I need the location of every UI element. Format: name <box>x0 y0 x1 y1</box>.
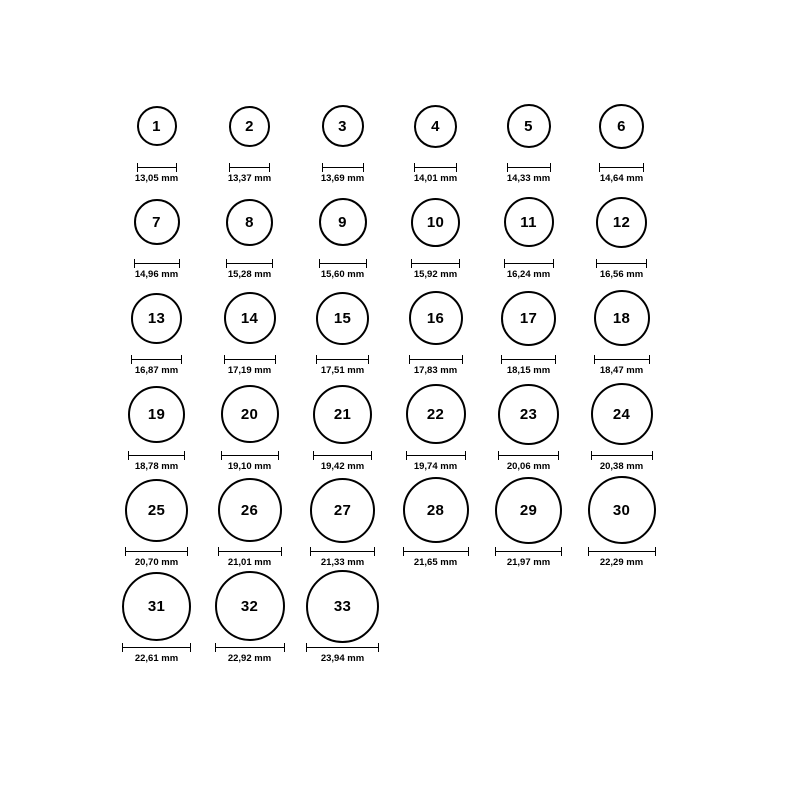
diameter-label: 22,92 mm <box>227 653 272 664</box>
caliper-icon <box>322 163 364 171</box>
ring-size-cell[interactable] <box>203 570 296 664</box>
diameter-label: 23,94 mm <box>320 653 365 664</box>
ring-circle-icon <box>414 105 457 148</box>
diameter-measure <box>507 163 551 184</box>
diameter-label: 21,65 mm <box>413 557 458 568</box>
ring-circle-wrap <box>507 90 551 162</box>
diameter-label: 22,29 mm <box>599 557 644 568</box>
ring-size-cell[interactable] <box>110 570 203 664</box>
diameter-label: 20,06 mm <box>506 461 551 472</box>
ring-size-cell[interactable] <box>203 378 296 472</box>
ring-circle-icon <box>313 385 372 444</box>
diameter-measure <box>221 451 279 472</box>
diameter-measure <box>498 451 559 472</box>
ring-size-cell[interactable] <box>296 282 389 376</box>
caliper-icon <box>122 643 191 651</box>
diameter-measure <box>215 643 285 664</box>
ring-size-number: 33 <box>333 597 352 615</box>
ring-size-number: 6 <box>617 117 626 135</box>
ring-circle-icon <box>411 198 460 247</box>
caliper-icon <box>414 163 457 171</box>
ring-circle-wrap <box>229 90 270 162</box>
ring-circle-wrap <box>218 474 282 546</box>
diameter-label: 20,70 mm <box>134 557 179 568</box>
caliper-icon <box>588 547 656 555</box>
ring-circle-wrap <box>599 90 644 162</box>
ring-circle-wrap <box>504 186 554 258</box>
diameter-measure <box>414 163 457 184</box>
ring-circle-icon <box>316 292 369 345</box>
ring-circle-icon <box>306 570 379 643</box>
caliper-icon <box>224 355 276 363</box>
ring-size-cell[interactable] <box>482 90 575 184</box>
ring-circle-icon <box>406 384 466 444</box>
ring-circle-icon <box>498 384 559 445</box>
ring-size-number: 31 <box>147 597 166 615</box>
ring-size-number: 7 <box>152 213 161 231</box>
ring-circle-wrap <box>414 90 457 162</box>
ring-circle-icon <box>128 386 185 443</box>
ring-size-cell[interactable] <box>296 474 389 568</box>
ring-size-cell[interactable] <box>203 282 296 376</box>
ring-size-number: 4 <box>431 117 440 135</box>
ring-size-number: 20 <box>240 405 259 423</box>
ring-size-number: 19 <box>147 405 166 423</box>
ring-circle-wrap <box>498 378 559 450</box>
ring-circle-wrap <box>411 186 460 258</box>
ring-size-cell[interactable] <box>389 186 482 280</box>
ring-size-grid <box>110 90 690 666</box>
diameter-measure <box>409 355 463 376</box>
ring-size-number: 13 <box>147 309 166 327</box>
ring-circle-wrap <box>224 282 276 354</box>
ring-circle-icon <box>501 291 556 346</box>
ring-size-cell[interactable] <box>110 474 203 568</box>
diameter-label: 18,78 mm <box>134 461 179 472</box>
ring-size-number: 28 <box>426 501 445 519</box>
ring-size-number: 16 <box>426 309 445 327</box>
diameter-measure <box>224 355 276 376</box>
caliper-icon <box>226 259 273 267</box>
ring-size-number: 10 <box>426 213 445 231</box>
diameter-measure <box>218 547 282 568</box>
ring-circle-wrap <box>322 90 364 162</box>
ring-size-number: 29 <box>519 501 538 519</box>
caliper-icon <box>406 451 466 459</box>
ring-size-number: 1 <box>152 117 161 135</box>
diameter-label: 13,69 mm <box>320 173 365 184</box>
ring-size-row <box>110 570 690 666</box>
ring-circle-icon <box>224 292 276 344</box>
caliper-icon <box>596 259 647 267</box>
caliper-icon <box>501 355 556 363</box>
ring-circle-wrap <box>403 474 469 546</box>
ring-circle-wrap <box>134 186 180 258</box>
caliper-icon <box>498 451 559 459</box>
caliper-icon <box>229 163 270 171</box>
ring-circle-icon <box>588 476 656 544</box>
ring-size-number: 21 <box>333 405 352 423</box>
ring-size-row <box>110 378 690 474</box>
diameter-label: 21,33 mm <box>320 557 365 568</box>
diameter-measure <box>594 355 650 376</box>
diameter-label: 15,60 mm <box>320 269 365 280</box>
ring-circle-wrap <box>409 282 463 354</box>
ring-circle-icon <box>594 290 650 346</box>
diameter-label: 19,74 mm <box>413 461 458 472</box>
diameter-label: 17,19 mm <box>227 365 272 376</box>
ring-size-number: 2 <box>245 117 254 135</box>
ring-size-cell[interactable] <box>296 90 389 184</box>
ring-circle-icon <box>229 106 270 147</box>
caliper-icon <box>125 547 188 555</box>
caliper-icon <box>599 163 644 171</box>
ring-size-row <box>110 186 690 282</box>
ring-size-cell[interactable] <box>110 90 203 184</box>
ring-size-cell[interactable] <box>389 474 482 568</box>
ring-circle-wrap <box>406 378 466 450</box>
ring-size-number: 27 <box>333 501 352 519</box>
caliper-icon <box>128 451 185 459</box>
diameter-label: 18,47 mm <box>599 365 644 376</box>
diameter-measure <box>128 451 185 472</box>
ring-circle-icon <box>218 478 282 542</box>
ring-circle-icon <box>131 293 182 344</box>
ring-size-cell[interactable] <box>110 282 203 376</box>
diameter-label: 21,01 mm <box>227 557 272 568</box>
caliper-icon <box>594 355 650 363</box>
diameter-measure <box>591 451 653 472</box>
diameter-label: 21,97 mm <box>506 557 551 568</box>
ring-circle-icon <box>221 385 279 443</box>
ring-size-row <box>110 474 690 570</box>
ring-circle-icon <box>137 106 177 146</box>
diameter-measure <box>316 355 369 376</box>
ring-size-cell[interactable] <box>575 282 668 376</box>
diameter-measure <box>306 643 379 664</box>
diameter-measure <box>406 451 466 472</box>
caliper-icon <box>411 259 460 267</box>
ring-circle-wrap <box>316 282 369 354</box>
ring-size-number: 32 <box>240 597 259 615</box>
ring-circle-icon <box>319 198 367 246</box>
ring-circle-icon <box>310 478 375 543</box>
ring-size-cell[interactable] <box>110 186 203 280</box>
diameter-label: 16,87 mm <box>134 365 179 376</box>
ring-circle-wrap <box>125 474 188 546</box>
ring-size-cell[interactable] <box>389 90 482 184</box>
diameter-measure <box>310 547 375 568</box>
caliper-icon <box>316 355 369 363</box>
diameter-measure <box>226 259 273 280</box>
caliper-icon <box>306 643 379 651</box>
ring-size-cell[interactable] <box>203 186 296 280</box>
diameter-measure <box>131 355 182 376</box>
ring-circle-icon <box>495 477 562 544</box>
diameter-label: 22,61 mm <box>134 653 179 664</box>
caliper-icon <box>403 547 469 555</box>
ring-circle-icon <box>226 199 273 246</box>
ring-circle-icon <box>599 104 644 149</box>
diameter-label: 17,83 mm <box>413 365 458 376</box>
ring-size-cell[interactable] <box>110 378 203 472</box>
ring-size-cell[interactable] <box>296 378 389 472</box>
diameter-label: 19,10 mm <box>227 461 272 472</box>
ring-circle-icon <box>134 199 180 245</box>
ring-size-cell[interactable] <box>203 474 296 568</box>
diameter-measure <box>501 355 556 376</box>
ring-size-number: 8 <box>245 213 254 231</box>
ring-size-number: 22 <box>426 405 445 423</box>
diameter-measure <box>313 451 372 472</box>
caliper-icon <box>310 547 375 555</box>
ring-size-number: 3 <box>338 117 347 135</box>
diameter-measure <box>495 547 562 568</box>
diameter-measure <box>321 163 364 184</box>
ring-circle-wrap <box>131 282 182 354</box>
ring-size-cell[interactable] <box>296 186 389 280</box>
caliper-icon <box>218 547 282 555</box>
ring-circle-wrap <box>215 570 285 642</box>
ring-circle-icon <box>504 197 554 247</box>
ring-size-cell[interactable] <box>575 378 668 472</box>
diameter-label: 20,38 mm <box>599 461 644 472</box>
diameter-label: 14,64 mm <box>599 173 644 184</box>
diameter-measure <box>403 547 469 568</box>
ring-size-number: 23 <box>519 405 538 423</box>
diameter-measure <box>588 547 656 568</box>
ring-circle-wrap <box>501 282 556 354</box>
caliper-icon <box>131 355 182 363</box>
caliper-icon <box>134 259 180 267</box>
diameter-label: 19,42 mm <box>320 461 365 472</box>
ring-circle-icon <box>591 383 653 445</box>
ring-size-number: 9 <box>338 213 347 231</box>
diameter-measure <box>134 259 180 280</box>
ring-size-cell[interactable] <box>389 282 482 376</box>
ring-size-cell[interactable] <box>389 378 482 472</box>
diameter-label: 14,33 mm <box>506 173 551 184</box>
ring-circle-wrap <box>226 186 273 258</box>
ring-size-number: 15 <box>333 309 352 327</box>
ring-circle-wrap <box>310 474 375 546</box>
ring-size-cell[interactable] <box>482 186 575 280</box>
diameter-measure <box>125 547 188 568</box>
diameter-label: 13,05 mm <box>134 173 179 184</box>
ring-size-number: 18 <box>612 309 631 327</box>
ring-circle-icon <box>215 571 285 641</box>
ring-size-number: 14 <box>240 309 259 327</box>
ring-circle-wrap <box>306 570 379 642</box>
ring-size-number: 11 <box>520 213 537 231</box>
diameter-label: 16,56 mm <box>599 269 644 280</box>
ring-circle-wrap <box>594 282 650 354</box>
caliper-icon <box>591 451 653 459</box>
caliper-icon <box>409 355 463 363</box>
diameter-measure <box>504 259 554 280</box>
diameter-measure <box>135 163 178 184</box>
ring-circle-wrap <box>128 378 185 450</box>
ring-circle-icon <box>507 104 551 148</box>
ring-size-row <box>110 282 690 378</box>
ring-circle-wrap <box>221 378 279 450</box>
diameter-label: 13,37 mm <box>227 173 272 184</box>
ring-size-cell[interactable] <box>482 282 575 376</box>
caliper-icon <box>319 259 367 267</box>
ring-size-number: 26 <box>240 501 259 519</box>
ring-circle-wrap <box>591 378 653 450</box>
diameter-label: 16,24 mm <box>506 269 551 280</box>
ring-circle-wrap <box>319 186 367 258</box>
ring-circle-icon <box>122 572 191 641</box>
caliper-icon <box>495 547 562 555</box>
diameter-measure <box>319 259 367 280</box>
ring-size-number: 5 <box>524 117 533 135</box>
ring-circle-icon <box>125 479 188 542</box>
caliper-icon <box>221 451 279 459</box>
diameter-measure <box>599 163 644 184</box>
ring-size-row <box>110 90 690 186</box>
ring-size-cell[interactable] <box>203 90 296 184</box>
ring-size-number: 25 <box>147 501 166 519</box>
ring-size-number: 12 <box>612 213 631 231</box>
caliper-icon <box>313 451 372 459</box>
ring-circle-wrap <box>137 90 177 162</box>
ring-circle-wrap <box>495 474 562 546</box>
ring-size-cell[interactable] <box>482 474 575 568</box>
ring-circle-icon <box>409 291 463 345</box>
ring-circle-wrap <box>596 186 647 258</box>
diameter-measure <box>596 259 647 280</box>
ring-circle-icon <box>322 105 364 147</box>
ring-size-cell[interactable] <box>575 186 668 280</box>
ring-circle-wrap <box>588 474 656 546</box>
ring-circle-wrap <box>313 378 372 450</box>
diameter-label: 14,01 mm <box>413 173 458 184</box>
diameter-measure <box>228 163 271 184</box>
diameter-label: 14,96 mm <box>134 269 179 280</box>
ring-size-cell[interactable] <box>482 378 575 472</box>
ring-circle-wrap <box>122 570 191 642</box>
caliper-icon <box>504 259 554 267</box>
diameter-label: 15,92 mm <box>413 269 458 280</box>
caliper-icon <box>507 163 551 171</box>
ring-size-cell[interactable] <box>575 474 668 568</box>
caliper-icon <box>137 163 177 171</box>
diameter-label: 15,28 mm <box>227 269 272 280</box>
ring-size-cell[interactable] <box>575 90 668 184</box>
ring-circle-icon <box>403 477 469 543</box>
diameter-measure <box>122 643 191 664</box>
ring-circle-icon <box>596 197 647 248</box>
ring-size-number: 17 <box>519 309 538 327</box>
diameter-label: 17,51 mm <box>320 365 365 376</box>
diameter-measure <box>411 259 460 280</box>
ring-size-number: 24 <box>612 405 631 423</box>
ring-size-number: 30 <box>612 501 631 519</box>
diameter-label: 18,15 mm <box>506 365 551 376</box>
ring-size-cell[interactable] <box>296 570 389 664</box>
caliper-icon <box>215 643 285 651</box>
